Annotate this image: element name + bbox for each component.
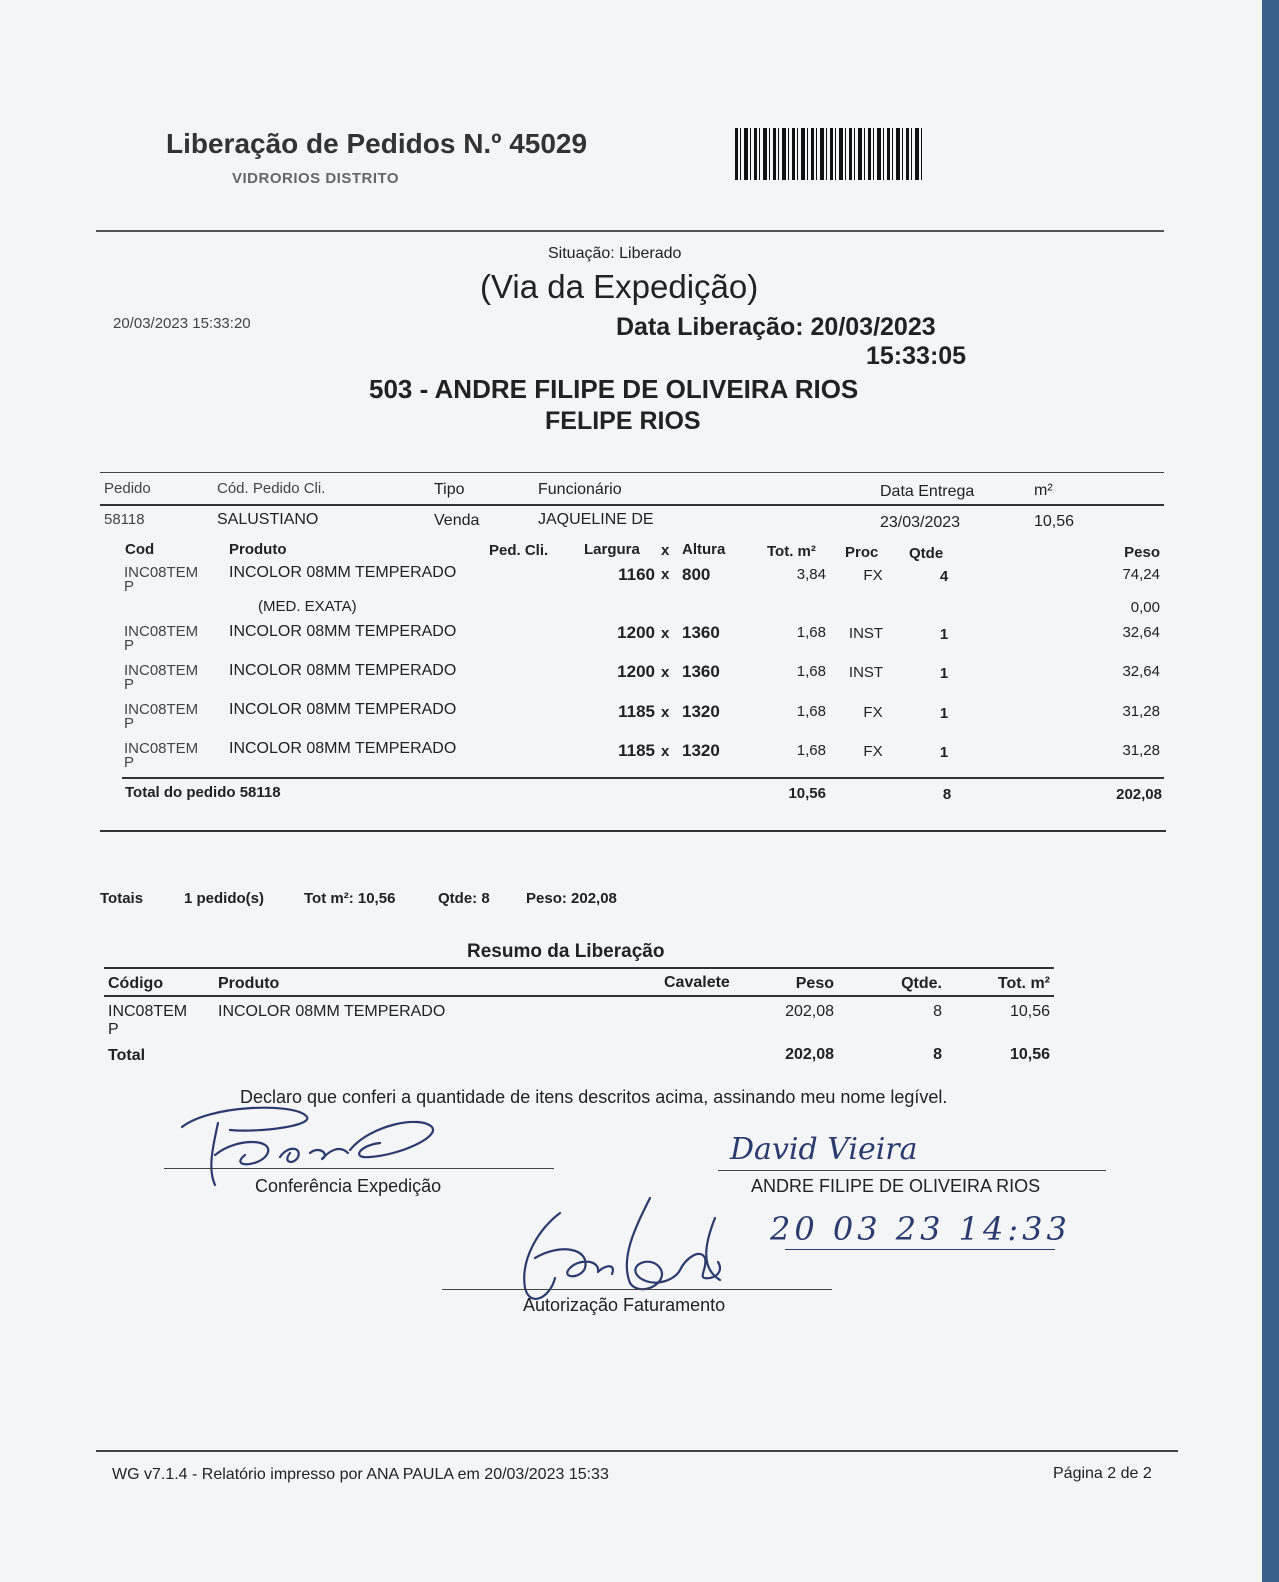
- item-tot-m2: 1,68: [796, 742, 826, 759]
- handwritten-date: 20 03 23 14:33: [770, 1210, 1071, 1248]
- col-label-funcionario: Funcionário: [538, 481, 622, 498]
- page-number: Página 2 de 2: [1053, 1465, 1152, 1482]
- document-title: Liberação de Pedidos N.º 45029: [166, 128, 588, 159]
- autorizacao-signature-line: [442, 1289, 832, 1290]
- declaration-text: Declaro que conferi a quantidade de itens descritos acima, assinando meu nome legível.: [240, 1087, 948, 1107]
- items-total-qtde: 8: [942, 786, 952, 803]
- item-produto: INCOLOR 08MM TEMPERADO: [229, 623, 457, 640]
- items-header-ped-cli: Ped. Cli.: [489, 542, 549, 559]
- totals-pedidos: 1 pedido(s): [184, 890, 265, 907]
- item-largura: 1185: [618, 702, 655, 721]
- resumo-row-qtde: 8: [933, 1003, 942, 1020]
- items-total-label: Total do pedido 58118: [125, 784, 281, 801]
- item-largura: 1200: [617, 623, 655, 642]
- item-largura: 1160: [618, 565, 655, 584]
- item-tot-m2: 1,68: [796, 703, 826, 720]
- item-proc: FX: [863, 567, 883, 584]
- item-med-exata: (MED. EXATA): [258, 598, 357, 615]
- client-signature-line: [718, 1170, 1106, 1171]
- item-altura: 1360: [682, 662, 720, 681]
- item-cod: INC08TEM: [124, 623, 199, 640]
- resumo-row-codigo: INC08TEM: [108, 1003, 188, 1020]
- item-cod: INC08TEM: [124, 701, 199, 718]
- col-label-tipo: Tipo: [434, 481, 465, 498]
- col-label-data-entrega: Data Entrega: [880, 483, 975, 500]
- order-top-line: [100, 472, 1164, 473]
- item-peso: 31,28: [1122, 703, 1160, 720]
- items-total-line: [122, 777, 1164, 779]
- order-cod-pedido-cli: SALUSTIANO: [217, 511, 319, 528]
- item-altura: 1320: [682, 702, 720, 721]
- resumo-header-tot-m2: Tot. m²: [997, 975, 1050, 992]
- item-x: x: [661, 664, 670, 681]
- totals-peso: Peso: 202,08: [526, 890, 617, 907]
- item-proc: INST: [848, 664, 884, 681]
- items-header-proc: Proc: [845, 544, 879, 561]
- item-altura: 1320: [682, 741, 720, 760]
- resumo-total-peso: 202,08: [785, 1046, 834, 1063]
- barcode: [735, 128, 923, 180]
- order-data-entrega: 23/03/2023: [880, 514, 961, 531]
- item-x: x: [661, 566, 670, 583]
- totals-label: Totais: [100, 890, 144, 907]
- resumo-row-produto: INCOLOR 08MM TEMPERADO: [218, 1003, 446, 1020]
- client-handwritten-signature: David Vieira: [730, 1132, 918, 1167]
- printed-timestamp: 20/03/2023 15:33:20: [113, 315, 251, 332]
- resumo-total-label: Total: [108, 1047, 146, 1064]
- item-peso: 32,64: [1122, 624, 1160, 641]
- resumo-header-peso: Peso: [795, 975, 834, 992]
- client-name: 503 - ANDRE FILIPE DE OLIVEIRA RIOS: [369, 374, 859, 404]
- resumo-total-qtde: 8: [933, 1046, 942, 1063]
- items-total-m2: 10,56: [788, 785, 826, 802]
- resumo-header-line: [104, 995, 1054, 997]
- items-header-largura: Largura: [584, 541, 640, 558]
- item-cod-cont: P: [124, 637, 135, 654]
- situacao-text: Situação: Liberado: [548, 245, 682, 262]
- item-qtde: 1: [939, 705, 949, 722]
- items-total-peso: 202,08: [1116, 786, 1162, 803]
- resumo-row-tot-m2: 10,56: [1009, 1003, 1050, 1020]
- item-produto: INCOLOR 08MM TEMPERADO: [229, 564, 457, 581]
- item-largura: 1185: [618, 741, 655, 760]
- item-cod: INC08TEM: [124, 662, 199, 679]
- items-header-peso: Peso: [1124, 544, 1160, 561]
- order-tipo: Venda: [434, 512, 480, 529]
- item-cod: INC08TEM: [124, 564, 199, 581]
- footer-line: [96, 1450, 1178, 1452]
- items-header-cod: Cod: [125, 541, 155, 558]
- resumo-header-cavalete: Cavalete: [664, 974, 730, 991]
- resumo-header-qtde: Qtde.: [901, 975, 942, 992]
- item-x: x: [661, 625, 670, 642]
- col-label-cod-pedido-cli: Cód. Pedido Cli.: [217, 480, 326, 497]
- item-qtde: 1: [939, 626, 949, 643]
- via-title: (Via da Expedição): [480, 268, 759, 305]
- resumo-header-codigo: Código: [108, 975, 164, 992]
- item-qtde: 4: [939, 568, 949, 585]
- company-name: VIDRORIOS DISTRITO: [232, 170, 400, 187]
- items-header-x: x: [661, 542, 670, 559]
- order-m2: 10,56: [1034, 513, 1075, 530]
- item-produto: INCOLOR 08MM TEMPERADO: [229, 740, 457, 757]
- client-signature-name: ANDRE FILIPE DE OLIVEIRA RIOS: [751, 1176, 1041, 1196]
- autorizacao-label: Autorização Faturamento: [523, 1295, 726, 1315]
- totals-tot-m2: Tot m²: 10,56: [304, 890, 396, 907]
- resumo-top-line: [104, 967, 1054, 969]
- totals-qtde: Qtde: 8: [438, 890, 490, 907]
- resumo-row-peso: 202,08: [785, 1003, 834, 1020]
- item-largura: 1200: [617, 662, 655, 681]
- handwritten-date-line: [785, 1249, 1055, 1250]
- resumo-total-tot-m2: 10,56: [1009, 1046, 1050, 1063]
- conferencia-signature-line: [164, 1168, 554, 1169]
- order-pedido: 58118: [104, 511, 145, 528]
- item-peso: 32,64: [1122, 663, 1160, 680]
- col-label-pedido: Pedido: [104, 480, 151, 497]
- resumo-title: Resumo da Liberação: [467, 941, 665, 962]
- items-header-tot-m2: Tot. m²: [767, 543, 816, 560]
- item-altura: 800: [682, 565, 711, 584]
- items-header-qtde: Qtde: [909, 545, 944, 562]
- item-tot-m2: 1,68: [796, 624, 826, 641]
- col-label-m2: m²: [1034, 482, 1053, 499]
- item-qtde: 1: [939, 665, 949, 682]
- item-med-exata-peso: 0,00: [1130, 599, 1160, 616]
- item-altura: 1360: [682, 623, 720, 642]
- item-cod-cont: P: [124, 578, 135, 595]
- item-cod-cont: P: [124, 676, 135, 693]
- items-header-altura: Altura: [682, 541, 726, 558]
- item-cod-cont: P: [124, 754, 135, 771]
- item-x: x: [661, 743, 670, 760]
- resumo-header-produto: Produto: [218, 975, 280, 992]
- item-cod-cont: P: [124, 715, 135, 732]
- order-funcionario: JAQUELINE DE: [538, 511, 654, 528]
- item-proc: FX: [863, 743, 883, 760]
- order-header-line: [100, 504, 1164, 506]
- item-tot-m2: 3,84: [796, 566, 826, 583]
- item-produto: INCOLOR 08MM TEMPERADO: [229, 701, 457, 718]
- items-header-produto: Produto: [229, 541, 287, 558]
- footer-print-info: WG v7.1.4 - Relatório impresso por ANA PAULA em 20/03/2023 15:33: [112, 1466, 609, 1483]
- data-liberacao: Data Liberação: 20/03/2023: [616, 313, 936, 341]
- client-nickname: FELIPE RIOS: [545, 407, 701, 435]
- data-liberacao-time: 15:33:05: [866, 342, 967, 370]
- item-peso: 74,24: [1122, 566, 1160, 583]
- items-bottom-line: [100, 830, 1166, 832]
- conferencia-label: Conferência Expedição: [255, 1176, 442, 1196]
- item-peso: 31,28: [1122, 742, 1160, 759]
- item-proc: INST: [848, 625, 884, 642]
- header-divider: [96, 230, 1164, 232]
- item-cod: INC08TEM: [124, 740, 199, 757]
- item-proc: FX: [863, 704, 883, 721]
- item-qtde: 1: [939, 744, 949, 761]
- resumo-row-codigo-cont: P: [108, 1021, 119, 1038]
- item-x: x: [661, 704, 670, 721]
- item-produto: INCOLOR 08MM TEMPERADO: [229, 662, 457, 679]
- item-tot-m2: 1,68: [796, 663, 826, 680]
